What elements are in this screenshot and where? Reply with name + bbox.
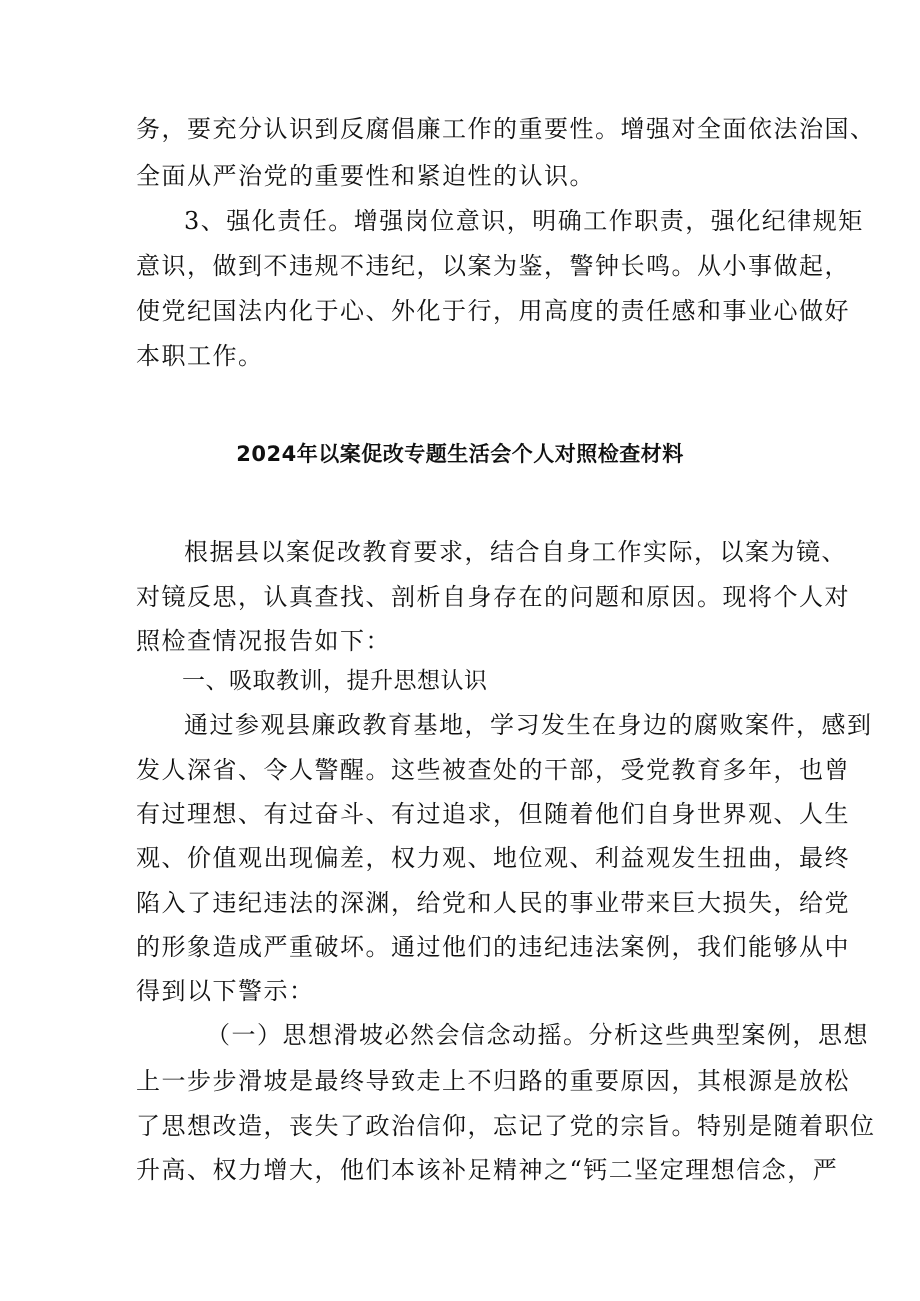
text-line: 升高、权力增大，他们本该补足精神之“钙二坚定理想信念，严 [136, 1156, 839, 1184]
text-line: 全面从严治党的重要性和紧迫性的认识。 [136, 162, 595, 190]
text-line: 对镜反思，认真查找、剖析自身存在的问题和原因。现将个人对 [136, 583, 850, 611]
text-line: 本职工作。 [136, 342, 264, 370]
text-line: 了思想改造，丧失了政治信仰，忘记了党的宗旨。特别是随着职位 [136, 1112, 876, 1140]
text-line: 务，要充分认识到反腐倡廉工作的重要性。增强对全面依法治国、 [136, 115, 876, 143]
text-line: 意识，做到不违规不违纪，以案为鉴，警钟长鸣。从小事做起， [136, 252, 850, 280]
document-title: 2024年以案促改专题生活会个人对照检查材料 [236, 442, 684, 466]
text-line: 的形象造成严重破坏。通过他们的违纪违法案例，我们能够从中 [136, 933, 850, 961]
text-line: 有过理想、有过奋斗、有过追求，但随着他们自身世界观、人生 [136, 800, 850, 828]
text-line: 得到以下警示： [136, 977, 315, 1005]
text-line: （一）思想滑坡必然会信念动摇。分析这些典型案例，思想 [206, 1021, 869, 1049]
text-line: 使党纪国法内化于心、外化于行，用高度的责任感和事业心做好 [136, 297, 850, 325]
text-line: 上一步步滑坡是最终导致走上不归路的重要原因，其根源是放松 [136, 1067, 850, 1095]
text-line: 陷入了违纪违法的深渊，给党和人民的事业带来巨大损失，给党 [136, 889, 850, 917]
text-line: 观、价值观出现偏差，权力观、地位观、利益观发生扭曲，最终 [136, 844, 850, 872]
text-line: 3、强化责任。增强岗位意识，明确工作职责，强化纪律规矩 [184, 207, 864, 235]
text-line: 发人深省、令人警醒。这些被查处的干部，受党教育多年，也曾 [136, 756, 850, 784]
text-line: 照检查情况报告如下： [136, 627, 391, 655]
text-line: 通过参观县廉政教育基地，学习发生在身边的腐败案件，感到 [184, 711, 873, 739]
text-line: 根据县以案促改教育要求，结合自身工作实际，以案为镜、 [184, 538, 847, 566]
section-heading: 一、吸取教训，提升思想认识 [182, 668, 488, 694]
